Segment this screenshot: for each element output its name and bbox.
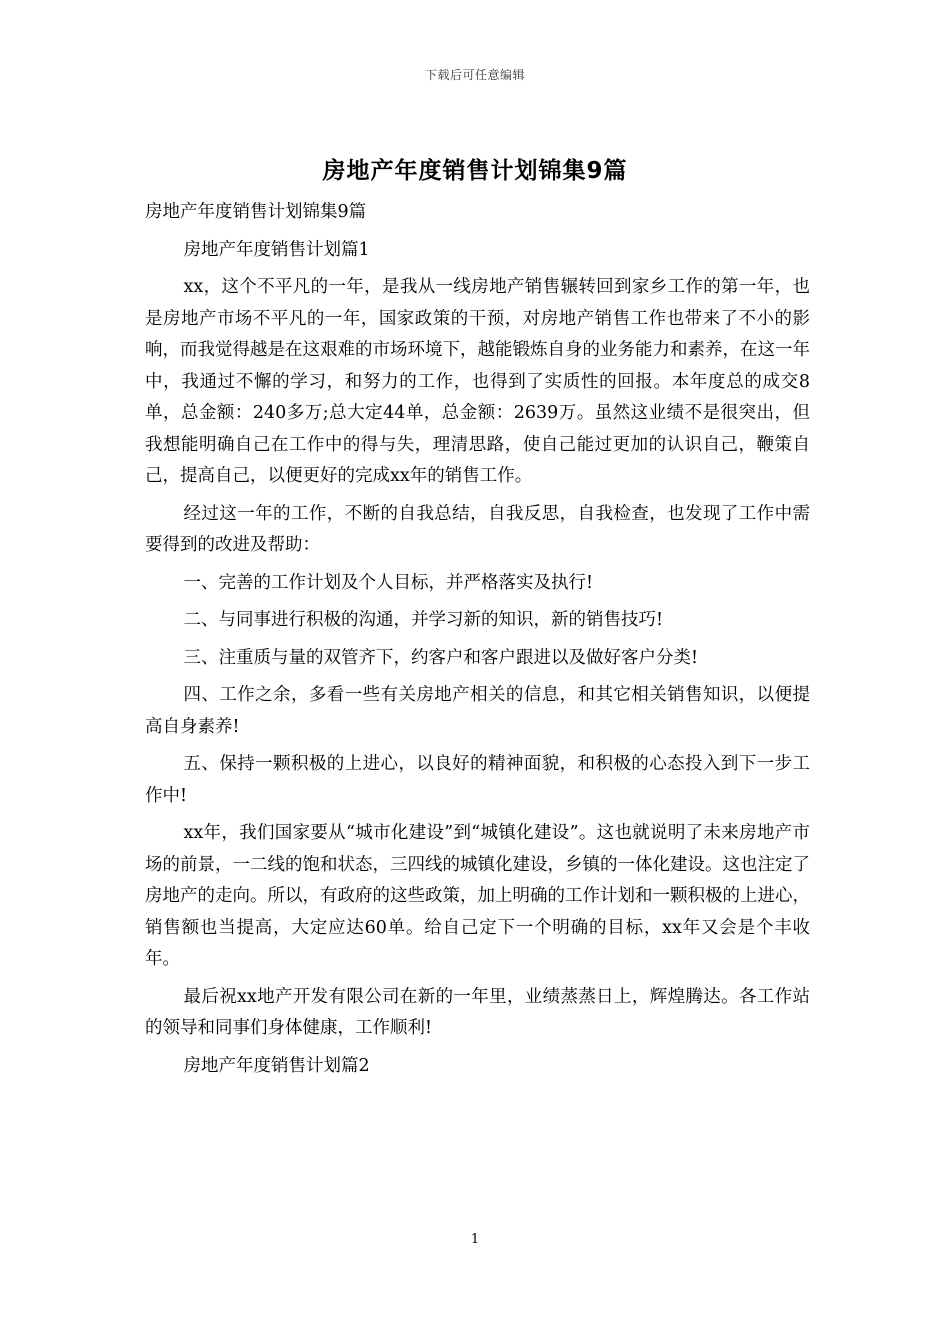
section-heading-2: 房地产年度销售计划篇2 [183,1055,370,1076]
list-item: 五、保持一颗积极的上进心，以良好的精神面貌，和积极的心态投入到下一步工作中! [145,754,810,806]
document-title: 房地产年度销售计划锦集9篇 [322,158,628,184]
list-item: 二、与同事进行积极的沟通，并学习新的知识，新的销售技巧! [183,610,664,630]
list-item: 四、工作之余，多看一些有关房地产相关的信息，和其它相关销售知识，以便提高自身素养! [145,685,810,737]
body-paragraph: xx，这个不平凡的一年，是我从一线房地产销售辗转回到家乡工作的第一年，也是房地产市场不平凡的一年，国家政策的干预，对房地产销售工作也带来了不小的影响，而我觉得越是在这艰难的市场环境下，越能锻炼自身的业务能力和素养，在这一年中，我通过不懈的学习，和努力的工作，也得到了实质性的回报。本年度总的成交8单，总金额：240多万;总大定44单，总金额：2639万。虽然这业绩不是很突出，但我想能明确自己在工作中的得与失，理清思路，使自己能过更加的认识自己，鞭策自己，提高自己，以便更好的完成xx年的销售工作。 [145,277,810,486]
body-paragraph: 最后祝xx地产开发有限公司在新的一年里，业绩蒸蒸日上，辉煌腾达。各工作站的领导和同事们身体健康，工作顺利! [145,986,810,1038]
subtitle-paragraph: 房地产年度销售计划锦集9篇 [145,202,367,222]
section-heading-1: 房地产年度销售计划篇1 [183,239,370,260]
body-paragraph: 经过这一年的工作，不断的自我总结，自我反思，自我检查，也发现了工作中需要得到的改进及帮助： [145,503,810,555]
list-item: 一、完善的工作计划及个人目标，并严格落实及执行! [183,572,594,593]
body-paragraph: xx年，我们国家要从“城市化建设”到“城镇化建设”。这也就说明了未来房地产市场的前景，一二线的饱和状态，三四线的城镇化建设，乡镇的一体化建设。这也注定了房地产的走向。所以，有政府的这些政策，加上明确的工作计划和一颗积极的上进心，销售额也当提高，大定应达60单。给自己定下一个明确的目标，xx年又会是个丰收年。 [145,823,810,969]
header-note: 下载后可任意编辑 [424,68,525,82]
document-body [145,197,810,1088]
list-item: 三、注重质与量的双管齐下，约客户和客户跟进以及做好客户分类! [183,647,699,668]
page-number: 1 [470,1232,480,1247]
